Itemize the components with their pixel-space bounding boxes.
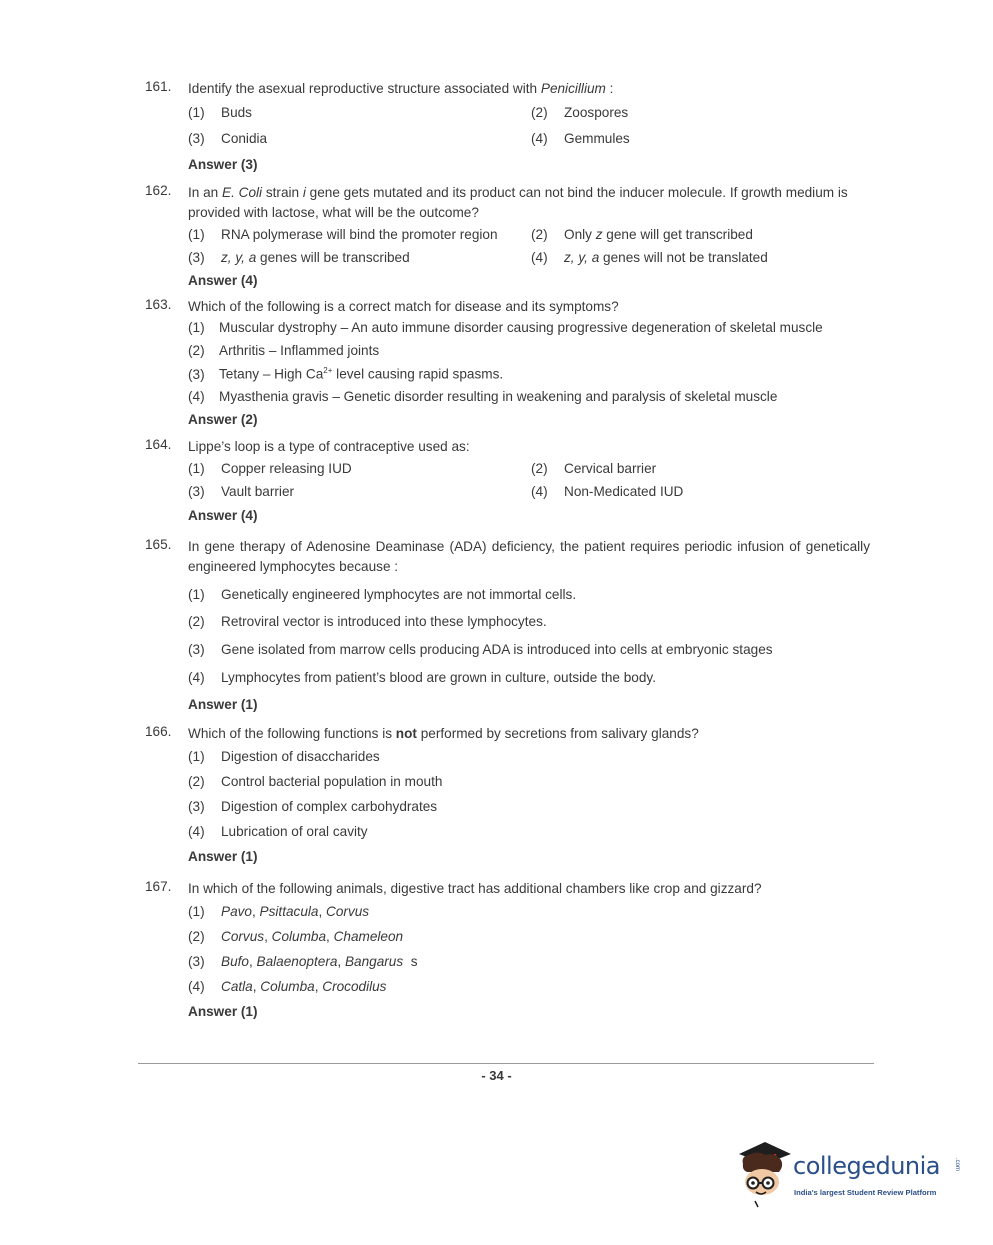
option-3: (3) Tetany – High $Ca^{2+}$ level causing rapid spasms. (188, 366, 504, 382)
question-167 (145, 879, 870, 1019)
answer: Answer (4) (188, 508, 258, 523)
question-number: 167. (145, 879, 172, 894)
option-3: (3) Bufo, Balaenoptera, Bangarus s (188, 954, 418, 969)
question-162 (145, 183, 870, 288)
question-number: 163. (145, 297, 172, 312)
option-4: (4) Lubrication of oral cavity (188, 824, 368, 839)
logo-dotcom: .com (954, 1158, 960, 1172)
option-3: (3) Conidia (188, 131, 268, 146)
option-2: (2) Control bacterial population in mouth (188, 774, 443, 789)
option-2: (2) Retroviral vector is introduced into these lymphocytes. (188, 614, 547, 629)
option-4: (4) Gemmules (531, 131, 630, 146)
option-1: (1) Pavo, Psittacula, Corvus (188, 904, 370, 919)
option-4: (4) z, y, a genes will not be translated (531, 250, 768, 265)
question-number: 164. (145, 437, 172, 452)
question-166 (145, 724, 870, 864)
option-1: (1) Genetically engineered lymphocytes are not immortal cells. (188, 587, 577, 602)
logo-wordmark: collegedunia (793, 1152, 941, 1180)
option-2: (2) Corvus, Columba, Chameleon (188, 929, 404, 944)
option-2: (2) Only z gene will get transcribed (531, 227, 753, 242)
footer-divider (138, 1063, 874, 1064)
option-1: (1) RNA polymerase will bind the promoter region (188, 227, 498, 242)
question-number: 162. (145, 183, 172, 198)
option-2: (2) Arthritis – Inflammed joints (188, 343, 380, 358)
question-165 (145, 537, 870, 712)
option-4: (4) Myasthenia gravis – Genetic disorder resulting in weakening and paralysis of skeletal muscle (188, 389, 778, 404)
option-2: (2) Zoospores (531, 105, 629, 120)
question-text: Lippe’s loop is a type of contraceptive used as: (188, 439, 470, 454)
option-4: (4) Non-Medicated IUD (531, 484, 684, 499)
question-number: 161. (145, 79, 172, 94)
question-text: In which of the following animals, digestive tract has additional chambers like crop and gizzard? (188, 881, 762, 896)
option-4: (4) Catla, Columba, Crocodilus (188, 979, 387, 994)
answer: Answer (1) (188, 697, 258, 712)
question-text: In gene therapy of Adenosine Deaminase (ADA) deficiency, the patient requires periodic infusion of genetically engineered lymphocytes because : (188, 539, 870, 574)
answer: Answer (1) (188, 1004, 258, 1019)
option-3: (3) Gene isolated from marrow cells producing ADA is introduced into cells at embryonic stages (188, 642, 773, 657)
question-164 (145, 437, 870, 523)
option-1: (1) Buds (188, 105, 252, 120)
question-161 (145, 79, 870, 172)
question-text: In an E. Coli strain i gene gets mutated and its product can not bind the inducer molecule. If growth medium is provided with lactose, what will be the outcome? (188, 185, 848, 220)
option-1: (1) Digestion of disaccharides (188, 749, 380, 764)
mascot-icon (735, 1138, 795, 1210)
question-text: Identify the asexual reproductive structure associated with Penicillium : (188, 81, 614, 96)
option-2: (2) Cervical barrier (531, 461, 657, 476)
answer: Answer (1) (188, 849, 258, 864)
page-number: - 34 - (481, 1068, 512, 1083)
answer: Answer (3) (188, 157, 258, 172)
answer: Answer (2) (188, 412, 258, 427)
option-3: (3) Digestion of complex carbohydrates (188, 799, 438, 814)
option-1: (1) Muscular dystrophy – An auto immune disorder causing progressive degeneration of skeletal muscle (188, 320, 823, 335)
question-text: Which of the following functions is not performed by secretions from salivary glands? (188, 726, 699, 741)
question-163 (145, 297, 870, 427)
option-3: (3) Vault barrier (188, 484, 295, 499)
question-text: Which of the following is a correct match for disease and its symptoms? (188, 299, 619, 314)
collegedunia-logo (735, 1138, 965, 1210)
question-number: 166. (145, 724, 172, 739)
option-4: (4) Lymphocytes from patient’s blood are grown in culture, outside the body. (188, 670, 656, 685)
answer: Answer (4) (188, 273, 258, 288)
option-3: (3) z, y, a genes will be transcribed (188, 250, 410, 265)
logo-tagline: India's largest Student Review Platform (794, 1188, 937, 1197)
question-number: 165. (145, 537, 172, 552)
option-1: (1) Copper releasing IUD (188, 461, 352, 476)
